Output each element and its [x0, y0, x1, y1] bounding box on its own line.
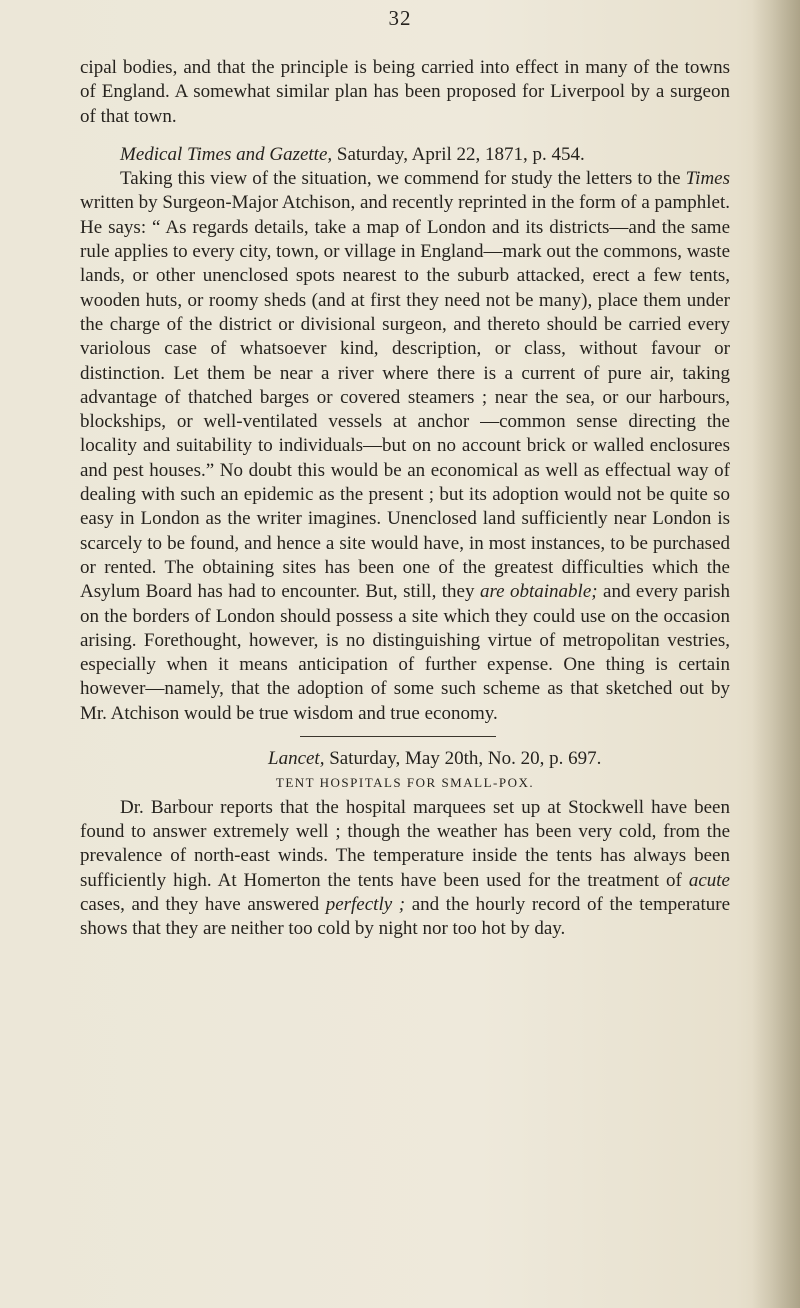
text-run: Taking this view of the situation, we commend for study the letters to the	[120, 168, 686, 190]
section-heading: TENT HOSPITALS FOR SMALL-POX.	[275, 775, 535, 791]
spacer	[80, 129, 730, 143]
text-run: cases, and they have answered	[80, 893, 326, 915]
page-edge-shadow	[752, 0, 800, 1308]
citation-medical-times	[80, 143, 730, 167]
intro-paragraph: cipal bodies, and that the principle is being carried into effect in many of the towns of England. A somewhat similar plan has been proposed for Liverpool by a surgeon of that town.	[80, 57, 730, 127]
italic-run: perfectly ;	[325, 893, 406, 915]
section-divider	[300, 736, 496, 737]
text-run: written by Surgeon-Major Atchison, and recently reprinted in the form of a pamphlet. He says: “ As regards details, take a map of London and its districts—and the same rule applies to every city, town, or village in England—mark out the commons, waste lands, or other unenclosed spots nearest to the suburb attacked, erect a few tents, wooden huts, or roomy sheds (and at first they need not be many), place them under the charge of the district or divisional surgeon, and thereto should be carried every variolous case of whatsoever kind, description, or class, without favour or distinction. Let them be near a river where there is a current of pure air, taking advantage of thatched barges or covered steamers ; near the sea, or our harbours, blockships, or well-ventilated vessels at anchor —common sense directing the locality and suitability to individuals—but on no account brick or walled enclosures and pest houses.” No doubt this would be an economical as well as effectual way of dealing with such an epidemic as the present ; but its adoption would not be quite so easy in London as the writer imagines. Unenclosed land sufficiently near London is scarcely to be found, and hence a site would have, in most instances, to be purchased or rented. The obtaining sites has been one of the greatest difficulties which the Asylum Board has had to encounter. But, still, they	[80, 192, 730, 603]
paragraph-atchison	[80, 167, 730, 726]
page-number: 32	[388, 6, 412, 30]
text-run: Dr. Barbour reports that the hospital marquees set up at Stockwell have been found to answer extremely well ; though the weather has been very cold, from the prevalence of north-east winds. The temperature inside the tents has always been sufficiently high. At Homerton the tents have been used for the treatment of	[80, 796, 730, 891]
italic-run: Times	[685, 168, 730, 190]
citation-source: Lancet,	[268, 748, 325, 770]
citation-source: Medical Times and Gazette,	[120, 143, 333, 165]
citation-details: Saturday, May 20th, No. 20, p. 697.	[324, 748, 602, 770]
text-run: and every parish on the borders of London should possess a site which they could use on the occasion arising. Forethought, however, is no distinguishing virtue of metropolitan vestries, especially when it means anticipation of further expense. One thing is certain however—namely, that the adoption of some such scheme as that sketched out by Mr. Atchison would be true wisdom and true economy.	[80, 581, 731, 724]
page-body	[80, 56, 730, 941]
text-run: and the hourly record of the temperature shows that they are neither too cold by night nor too hot by day.	[80, 893, 731, 940]
citation-details: Saturday, April 22, 1871, p. 454.	[332, 143, 585, 165]
italic-run: acute	[688, 869, 730, 891]
paragraph-barbour	[80, 796, 730, 942]
citation-lancet	[80, 747, 730, 771]
italic-run: are obtainable;	[479, 581, 598, 603]
